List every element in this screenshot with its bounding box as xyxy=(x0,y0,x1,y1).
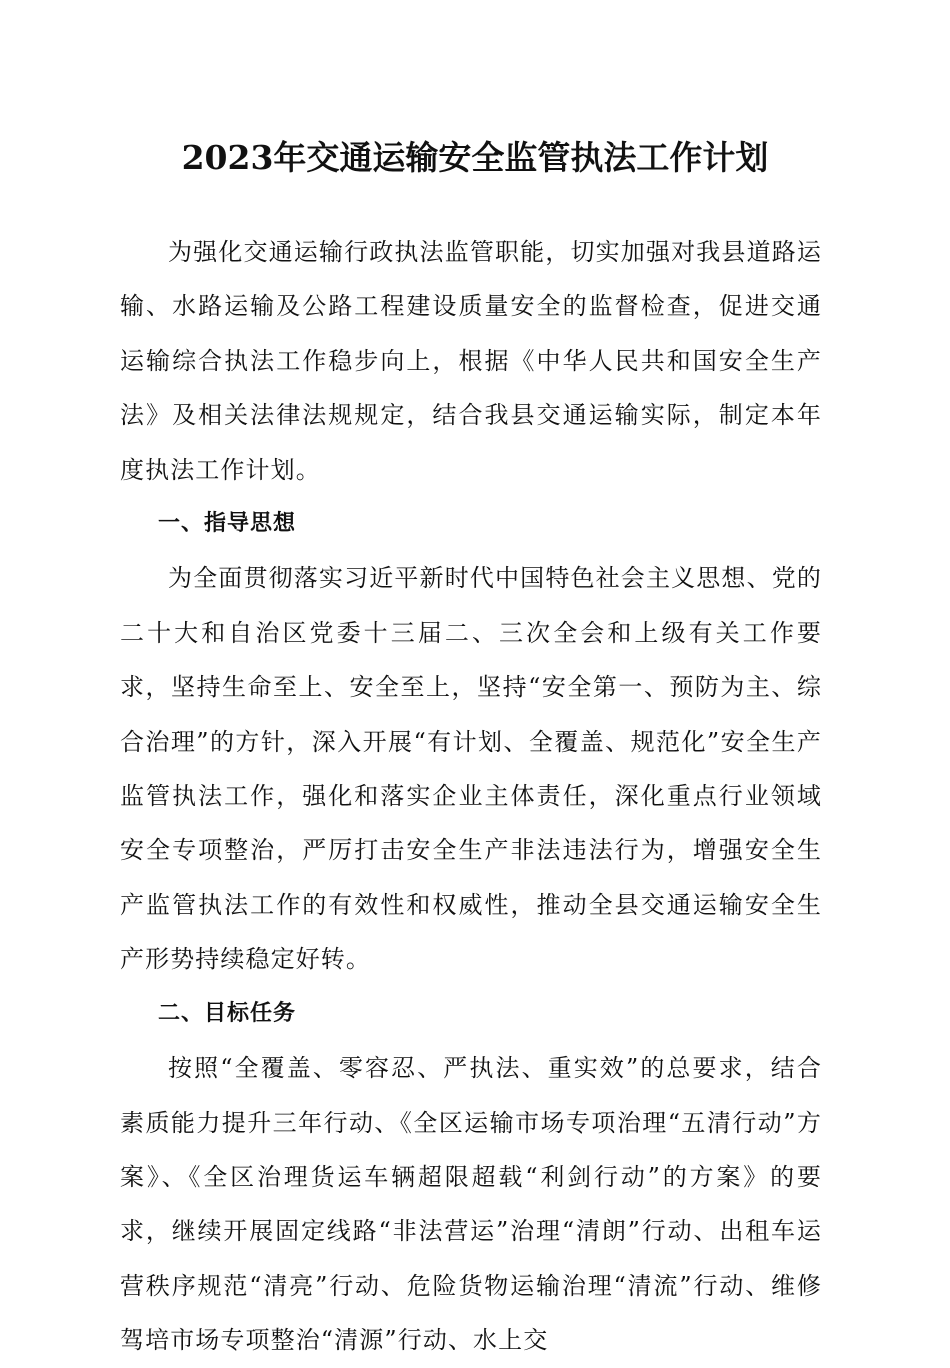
section-heading-guiding-ideology: 一、指导思想 xyxy=(158,511,297,537)
section-paragraph-guiding-ideology: 为全面贯彻落实习近平新时代中国特色社会主义思想、党的二十大和自治区党委十三届二、三次全会和上级有关工作要求，坚持生命至上、安全至上，坚持“安全第一、预防为主、综合治理”的方针，深入开展“有计划、全覆盖、规范化”安全生产监管执法工作，强化和落实企业主体责任，深化重点行业领域安全专项整治，严厉打击安全生产非法违法行为，增强安全生产监管执法工作的有效性和权威性，推动全县交通运输安全生产形势持续稳定好转。 xyxy=(120,564,822,974)
intro-paragraph: 为强化交通运输行政执法监管职能，切实加强对我县道路运输、水路运输及公路工程建设质量安全的监督检查，促进交通运输综合执法工作稳步向上，根据《中华人民共和国安全生产法》及相关法律法规规定，结合我县交通运输实际，制定本年度执法工作计划。 xyxy=(120,238,822,484)
section-paragraph-goals-tasks: 按照“全覆盖、零容忍、严执法、重实效”的总要求，结合素质能力提升三年行动、《全区运输市场专项治理“五清行动”方案》、《全区治理货运车辆超限超载“利剑行动”的方案》的要求，继续开展固定线路“非法营运”治理“清朗”行动、出租车运营秩序规范“清亮”行动、危险货物运输治理“清流”行动、维修驾培市场专项整治“清源”行动、水上交 xyxy=(120,1054,822,1355)
section-heading-goals-tasks: 二、目标任务 xyxy=(158,1000,297,1026)
document-title: 2023年交通运输安全监管执法工作计划 xyxy=(181,138,769,177)
document-body xyxy=(120,225,822,1368)
